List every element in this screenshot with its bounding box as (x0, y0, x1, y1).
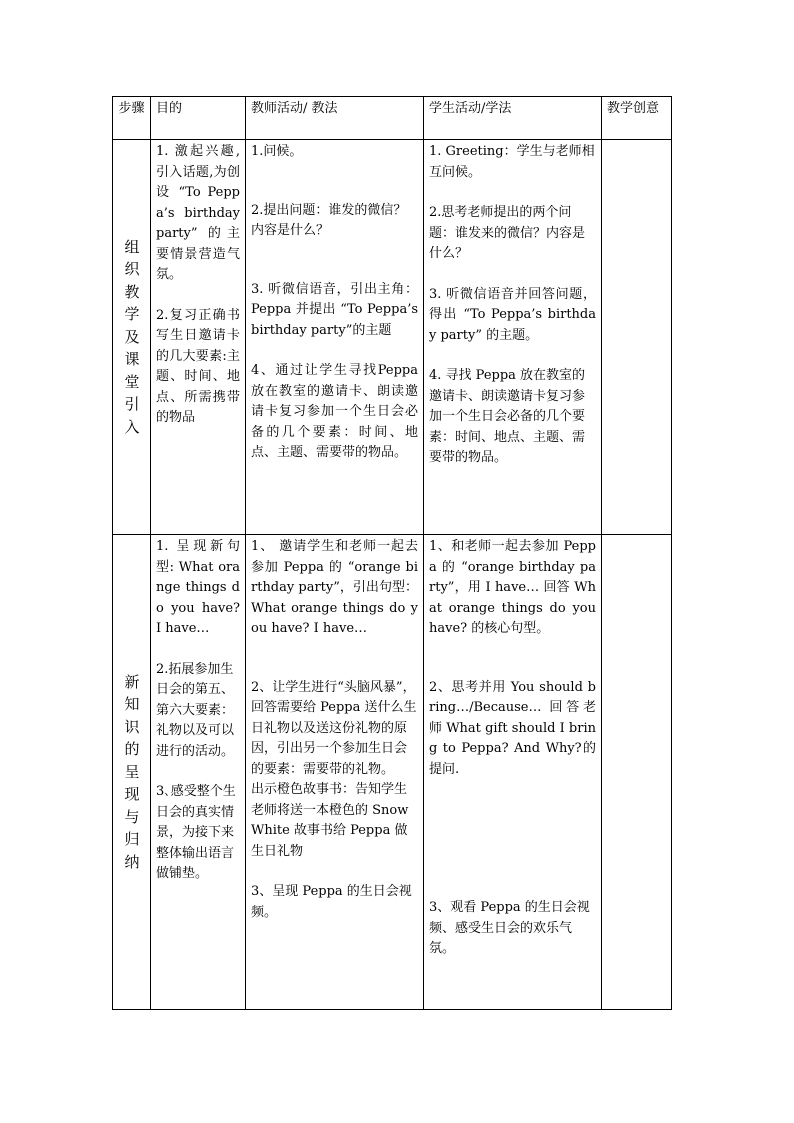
lesson-plan-table (112, 96, 672, 1010)
student-item: 4. 寻找 Peppa 放在教室的邀请卡、朗读邀请卡复习参加一个生日会必备的几个要素：时间、地点、主题、需要带的物品。 (429, 368, 586, 465)
teacher-cell (246, 535, 424, 1010)
teacher-item: 1、 邀请学生和老师一起去参加 Peppa 的 “orange birthday party”，引出句型： What orange things do you have? I have… (251, 539, 418, 636)
innovation-cell (602, 535, 672, 1010)
step-cell (113, 535, 151, 1010)
student-cell (424, 140, 602, 535)
goal-cell (151, 535, 246, 1010)
student-item: 1. Greeting：学生与老师相互问候。 (429, 144, 595, 180)
goal-item: 2.复习正确书写生日邀请卡的几大要素:主题、时间、地点、所需携带的物品 (156, 307, 240, 425)
teacher-item: 3. 听微信语音，引出主角：Peppa 并提出 “To Peppa’s birthday party”的主题 (251, 281, 418, 338)
step-label: 组织教学及课堂引入 (124, 237, 140, 436)
teacher-cell (246, 140, 424, 535)
teacher-item: 4、通过让学生寻找Peppa 放在教室的邀请卡、朗读邀请卡复习参加一个生日会必备的几个要素：时间、地点、主题、需要带的物品。 (251, 363, 418, 460)
teacher-item: 2、让学生进行“头脑风暴”，回答需要给 Peppa 送什么生日礼物以及送这份礼物的原因，引出另一个参加生日会的要素：需要带的礼物。 出示橙色故事书：告知学生老师将送一本橙色的 Snow White 故事书给 Peppa 做生日礼物 (251, 679, 417, 859)
goal-item: 1. 激起兴趣,引入话题,为创设 “To Peppa’s birthday party” 的主要情景营造气氛。 (156, 144, 240, 282)
student-item: 3. 听微信语音并回答问题，得出 “To Peppa’s birthday party” 的主题。 (429, 286, 596, 343)
table-row (113, 140, 672, 535)
header-student: 学生活动/学法 (424, 97, 602, 140)
header-innovation: 教学创意 (602, 97, 672, 140)
teacher-item: 1.问候。 (251, 144, 303, 159)
header-teacher: 教师活动/ 教法 (246, 97, 424, 140)
student-item: 2、思考并用 You should bring…/Because… 回答老师 What gift should I bring to Peppa? And Why?的提问. (429, 679, 596, 777)
header-step: 步骤 (113, 97, 151, 140)
teacher-item: 2.提出问题：谁发的微信？内容是什么？ (251, 202, 407, 238)
goal-item: 2.拓展参加生日会的第五、第六大要素：礼物以及可以进行的活动。 (156, 661, 235, 759)
goal-cell (151, 140, 246, 535)
teacher-item: 3、呈现 Peppa 的生日会视频。 (251, 884, 412, 920)
step-cell (113, 140, 151, 535)
goal-item: 3､感受整个生日会的真实情景，为接下来整体输出语言做铺垫。 (156, 784, 236, 881)
student-item: 2.思考老师提出的两个问题：谁发来的微信？内容是什么？ (429, 205, 586, 261)
goal-item: 1. 呈现新句型: What orange things do you have? I have… (156, 539, 240, 636)
table-row (113, 535, 672, 1010)
step-label: 新知识的呈现与归纳 (124, 672, 140, 871)
header-goal: 目的 (151, 97, 246, 140)
student-item: 3、观看 Peppa 的生日会视频、感受生日会的欢乐气氛。 (429, 900, 590, 956)
innovation-cell (602, 140, 672, 535)
header-row (113, 97, 672, 140)
student-cell (424, 535, 602, 1010)
student-item: 1、和老师一起去参加 Peppa 的 “orange birthday party”，用 I have… 回答 What orange things do you have? 的核心句型。 (429, 539, 596, 636)
